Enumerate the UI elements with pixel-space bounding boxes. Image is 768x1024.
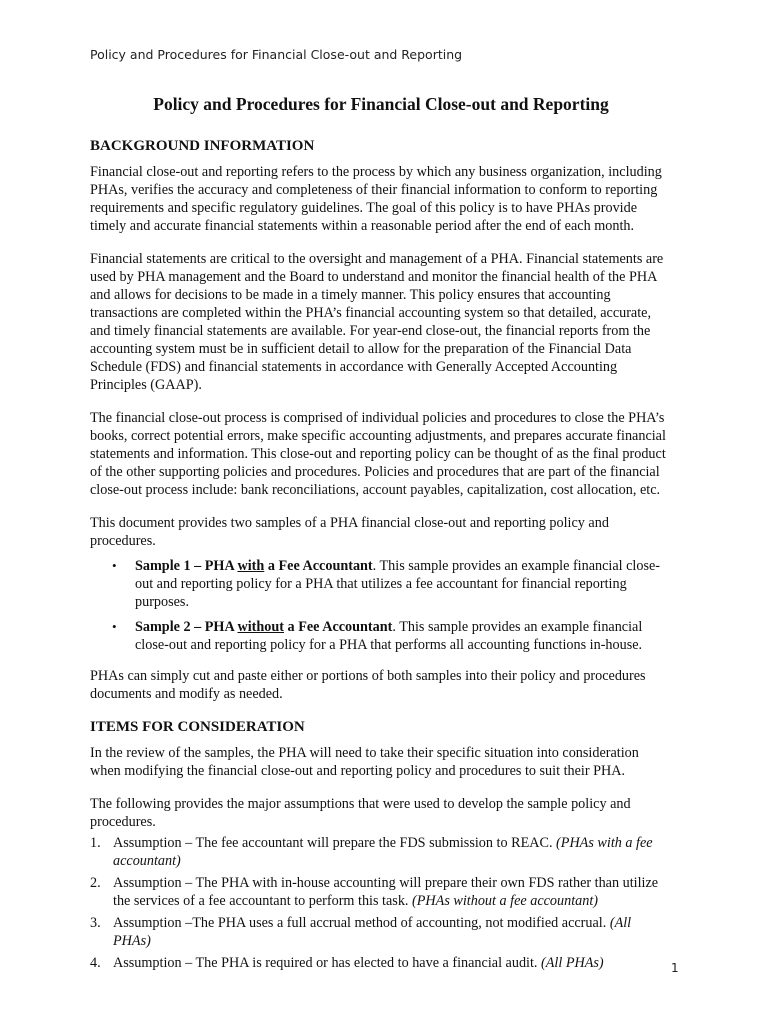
document-title: Policy and Procedures for Financial Close-out and Reporting: [153, 94, 609, 114]
sample-label: [135, 558, 373, 574]
assumption-note: (PHAs without a fee accountant): [412, 893, 598, 909]
bullet-icon: •: [112, 619, 117, 634]
list-number: 4.: [90, 955, 101, 971]
paragraph: In the review of the samples, the PHA will need to take their specific situation into consideration when modifying the financial close-out and reporting policy and procedures to suit their PHA.: [90, 745, 639, 779]
assumption-text: Assumption – The PHA is required or has elected to have a financial audit.: [113, 955, 542, 971]
list-item: [90, 914, 672, 950]
section-heading-consideration: ITEMS FOR CONSIDERATION: [90, 719, 305, 735]
paragraph: Financial statements are critical to the oversight and management of a PHA. Financial statements are used by PHA management and the Board to understand and monitor the financial health of the PHA and allows for decisions to be made in a timely manner. This policy ensures that accounting transactions are completed within the PHA’s financial accounting system so that detailed, accurate, and timely financial statements are available. For year-end close-out, the financial reports from the accounting system must be in sufficient detail to allow for the preparation of the Financial Data Schedule (FDS) and financial statements in accordance with Generally Accepted Accounting Principles (GAAP).: [90, 251, 664, 393]
list-item: [90, 834, 672, 870]
sample-description: . This sample provides an example financial close-out and reporting policy for a PHA that performs all accounting functions in-house.: [135, 619, 643, 653]
sample-description: . This sample provides an example financial close-out and reporting policy for a PHA that utilizes a fee accountant for financial reporting purposes.: [135, 558, 660, 610]
section-heading-background: BACKGROUND INFORMATION: [90, 138, 315, 154]
paragraph: Financial close-out and reporting refers to the process by which any business organization, including PHAs, verifies the accuracy and completeness of their financial information to conform to reporting requirements and specific regulatory guidelines. The goal of this policy is to have PHAs provide timely and accurate financial statements within a reasonable period after the end of each month.: [90, 164, 662, 234]
assumption-text: Assumption – The PHA with in-house accounting will prepare their own FDS rather than utilize the services of a fee accountant to perform this task.: [113, 875, 659, 909]
paragraph: PHAs can simply cut and paste either or portions of both samples into their policy and procedures documents and modify as needed.: [90, 668, 646, 702]
assumption-note: (All PHAs): [541, 955, 604, 971]
list-item: [90, 874, 672, 910]
list-item: [90, 954, 672, 972]
samples-list: [90, 557, 672, 654]
list-number: 3.: [90, 915, 101, 931]
list-number: 2.: [90, 875, 101, 891]
page-number: 1: [671, 961, 679, 975]
assumption-note: (All PHAs): [113, 915, 632, 949]
sample-label-pre: Sample 1 – PHA: [135, 558, 238, 574]
list-item: [90, 618, 672, 654]
sample-label-emphasis: with: [237, 558, 265, 574]
assumptions-list: [90, 834, 672, 972]
sample-label-pre: Sample 2 – PHA: [135, 619, 238, 635]
sample-label: [135, 619, 392, 635]
assumption-text: Assumption –The PHA uses a full accrual method of accounting, not modified accrual.: [113, 915, 610, 931]
running-header: Policy and Procedures for Financial Close-out and Reporting: [90, 47, 463, 62]
paragraph: This document provides two samples of a PHA financial close-out and reporting policy and procedures.: [90, 515, 609, 549]
list-item: [90, 557, 672, 611]
paragraph: The financial close-out process is comprised of individual policies and procedures to close the PHA’s books, correct potential errors, make specific accounting adjustments, and prepares accurate financial statements and information. This close-out and reporting policy can be thought of as the final product of the other supporting policies and procedures. Policies and procedures that are part of the financial close-out process include: bank reconciliations, account payables, capitalization, cost allocation, etc.: [90, 410, 666, 498]
list-number: 1.: [90, 835, 101, 851]
assumption-note: (PHAs with a fee accountant): [113, 835, 653, 869]
sample-label-post: a Fee Accountant: [264, 558, 373, 574]
bullet-icon: •: [112, 558, 117, 573]
sample-label-post: a Fee Accountant: [284, 619, 393, 635]
document-body: [90, 93, 672, 976]
paragraph: The following provides the major assumptions that were used to develop the sample policy and procedures.: [90, 796, 631, 830]
sample-label-emphasis: without: [237, 619, 284, 635]
assumption-text: Assumption – The fee accountant will prepare the FDS submission to REAC.: [113, 835, 557, 851]
